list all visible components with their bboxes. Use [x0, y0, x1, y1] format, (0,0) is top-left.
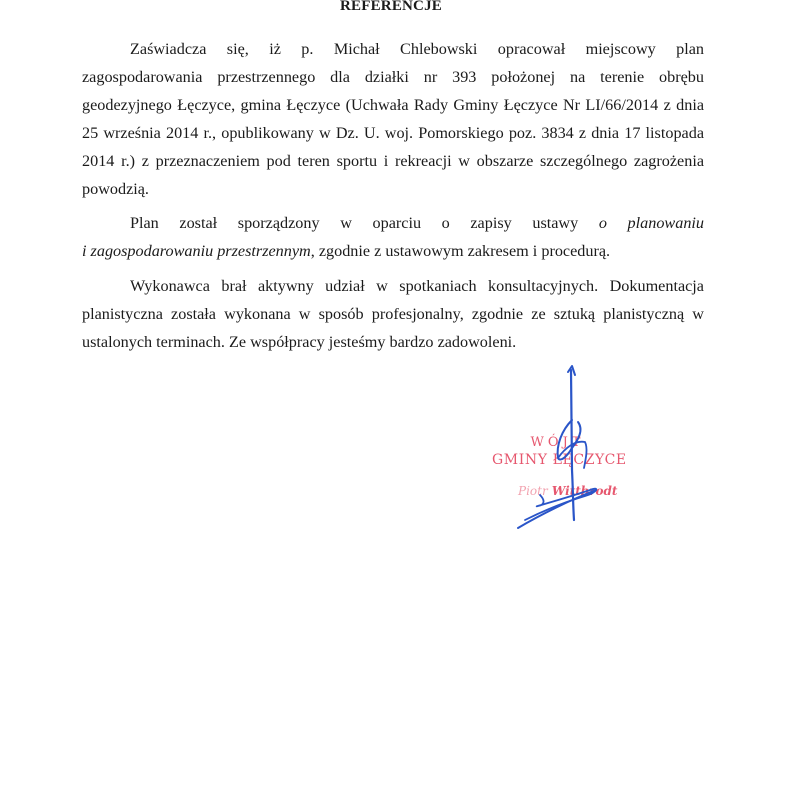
paragraph-3-line: planistyczna została wykonana w sposób profesjonalny, zgodnie ze sztuką planistyczną w	[82, 305, 704, 323]
stamp-name	[518, 484, 617, 498]
paragraph-2-line	[82, 209, 704, 237]
paragraph-2-italic-text: i zagospodarowaniu przestrzennym	[82, 242, 311, 260]
document-title: REFERENCJE	[339, 0, 442, 14]
stamp-title: WÓJT	[530, 435, 585, 450]
stamp-last-name: Wittbrodt	[551, 484, 618, 498]
paragraph-1-line: zagospodarowania przestrzennego dla działki nr 393 położonej na terenie obrębu	[82, 68, 704, 86]
paragraph-1-line: 2014 r.) z przeznaczeniem pod teren sportu i rekreacji w obszarze szczególnego zagrożenia	[82, 152, 704, 170]
paragraph-1	[82, 35, 704, 203]
paragraph-spacer	[82, 265, 704, 272]
paragraph-2	[82, 209, 704, 265]
signature-stroke	[568, 366, 575, 375]
paragraph-1-line: 25 września 2014 r., opublikowany w Dz. U. woj. Pomorskiego poz. 3834 z dnia 17 listopada	[82, 124, 704, 142]
paragraph-1-line: geodezyjnego Łęczyce, gmina Łęczyce (Uchwała Rady Gminy Łęczyce Nr LI/66/2014 z dnia	[82, 96, 704, 114]
paragraph-1-line: Zaświadcza się, iż p. Michał Chlebowski opracował miejscowy plan	[130, 40, 704, 58]
stamp-first-name: Piotr	[518, 484, 548, 498]
stamp-municipality: GMINY ŁĘCZYCE	[492, 452, 627, 468]
paragraph-3-line: ustalonych terminach. Ze współpracy jesteśmy bardzo zadowoleni.	[82, 333, 517, 351]
paragraph-2-line	[82, 237, 704, 265]
official-stamp	[470, 430, 670, 510]
paragraph-2-italic-text: o planowaniu	[598, 214, 705, 232]
paragraph-2-plain-text: , zgodnie z ustawowym zakresem i procedurą.	[310, 242, 611, 260]
paragraph-3	[82, 272, 704, 356]
document-body	[82, 35, 704, 356]
paragraph-3-line: Wykonawca brał aktywny udział w spotkaniach konsultacyjnych. Dokumentacja	[130, 277, 704, 295]
paragraph-2-plain-text: Plan został sporządzony w oparciu o zapisy ustawy	[130, 214, 579, 232]
paragraph-1-line: powodzią.	[82, 180, 149, 198]
